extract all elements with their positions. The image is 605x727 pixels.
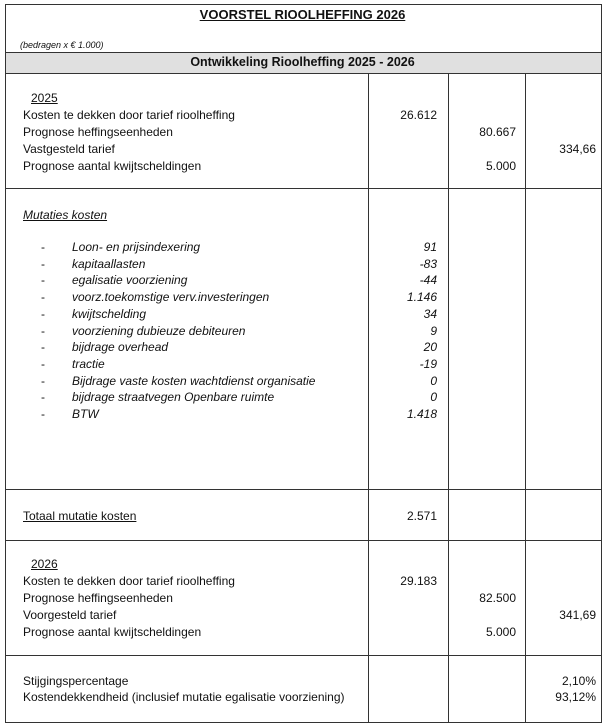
row-value: 29.183 (400, 574, 437, 588)
mutation-value: -83 (419, 256, 437, 271)
row-value: 5.000 (485, 625, 516, 639)
row-divider (6, 188, 601, 189)
mutation-label: egalisatie voorziening (72, 273, 188, 288)
row-label: Prognose heffingseenheden (23, 125, 173, 139)
mutation-value: 1.418 (406, 407, 437, 421)
unit-note: (bedragen x € 1.000) (20, 40, 104, 50)
mutation-value: 9 (430, 323, 437, 338)
mutation-label: Loon- en prijsindexering (72, 240, 201, 254)
mutation-label: tractie (72, 356, 105, 371)
summary-value: 2,10% (561, 674, 596, 688)
bullet: - (41, 256, 45, 271)
bullet: - (41, 240, 45, 254)
row-label: Voorgesteld tarief (23, 608, 117, 622)
mutation-label: bijdrage overhead (72, 340, 169, 355)
row-value: 82.500 (479, 591, 516, 605)
row-label: Kosten te dekken door tarief rioolheffing (23, 574, 235, 588)
bullet: - (41, 356, 45, 371)
mutation-value: -44 (419, 273, 437, 288)
summary-value: 93,12% (555, 690, 596, 704)
mutation-label: kwijtschelding (72, 306, 147, 321)
mutaties-heading: Mutaties kosten (23, 208, 108, 222)
mutation-label: voorziening dubieuze debiteuren (72, 323, 246, 338)
column-divider (525, 73, 526, 723)
row-label: Prognose aantal kwijtscheldingen (23, 625, 202, 639)
mutation-label: voorz.toekomstige verv.investeringen (72, 290, 270, 305)
document-title: VOORSTEL RIOOLHEFFING 2026 (199, 7, 406, 22)
mutation-label: BTW (72, 407, 99, 421)
bullet: - (41, 323, 45, 338)
column-divider (368, 73, 369, 723)
mutation-label: kapitaallasten (72, 256, 146, 271)
mutation-value: 0 (430, 390, 437, 405)
bullet: - (41, 306, 45, 321)
mutation-label: bijdrage straatvegen Openbare ruimte (72, 390, 275, 405)
section-header: Ontwikkeling Rioolheffing 2025 - 2026 (190, 55, 415, 69)
mutation-value: 20 (423, 340, 437, 355)
row-label: Vastgesteld tarief (23, 142, 115, 156)
row-value: 334,66 (559, 142, 596, 156)
bullet: - (41, 373, 45, 388)
total-value: 2.571 (406, 509, 437, 523)
bullet: - (41, 273, 45, 288)
row-divider (6, 655, 601, 656)
bullet: - (41, 340, 45, 355)
year-heading: 2026 (31, 557, 58, 571)
column-divider (448, 73, 449, 723)
row-divider (6, 540, 601, 541)
mutation-label: Bijdrage vaste kosten wachtdienst organisatie (72, 373, 316, 388)
mutation-value: 34 (423, 306, 437, 321)
row-label: Kosten te dekken door tarief rioolheffing (23, 108, 235, 122)
mutation-value: 1.146 (406, 290, 437, 305)
summary-label: Stijgingspercentage (23, 674, 129, 688)
bullet: - (41, 390, 45, 405)
year-heading: 2025 (31, 91, 58, 105)
mutation-value: 91 (423, 240, 437, 254)
bullet: - (41, 290, 45, 305)
row-divider (6, 489, 601, 490)
row-value: 341,69 (559, 608, 596, 622)
total-label: Totaal mutatie kosten (23, 509, 137, 523)
bullet: - (41, 407, 45, 421)
summary-label: Kostendekkendheid (inclusief mutatie egalisatie voorziening) (23, 690, 345, 704)
row-label: Prognose aantal kwijtscheldingen (23, 159, 202, 173)
mutation-value: -19 (419, 356, 437, 371)
row-value: 5.000 (485, 159, 516, 173)
row-label: Prognose heffingseenheden (23, 591, 173, 605)
row-value: 80.667 (479, 125, 516, 139)
row-value: 26.612 (400, 108, 437, 122)
mutation-value: 0 (430, 373, 437, 388)
